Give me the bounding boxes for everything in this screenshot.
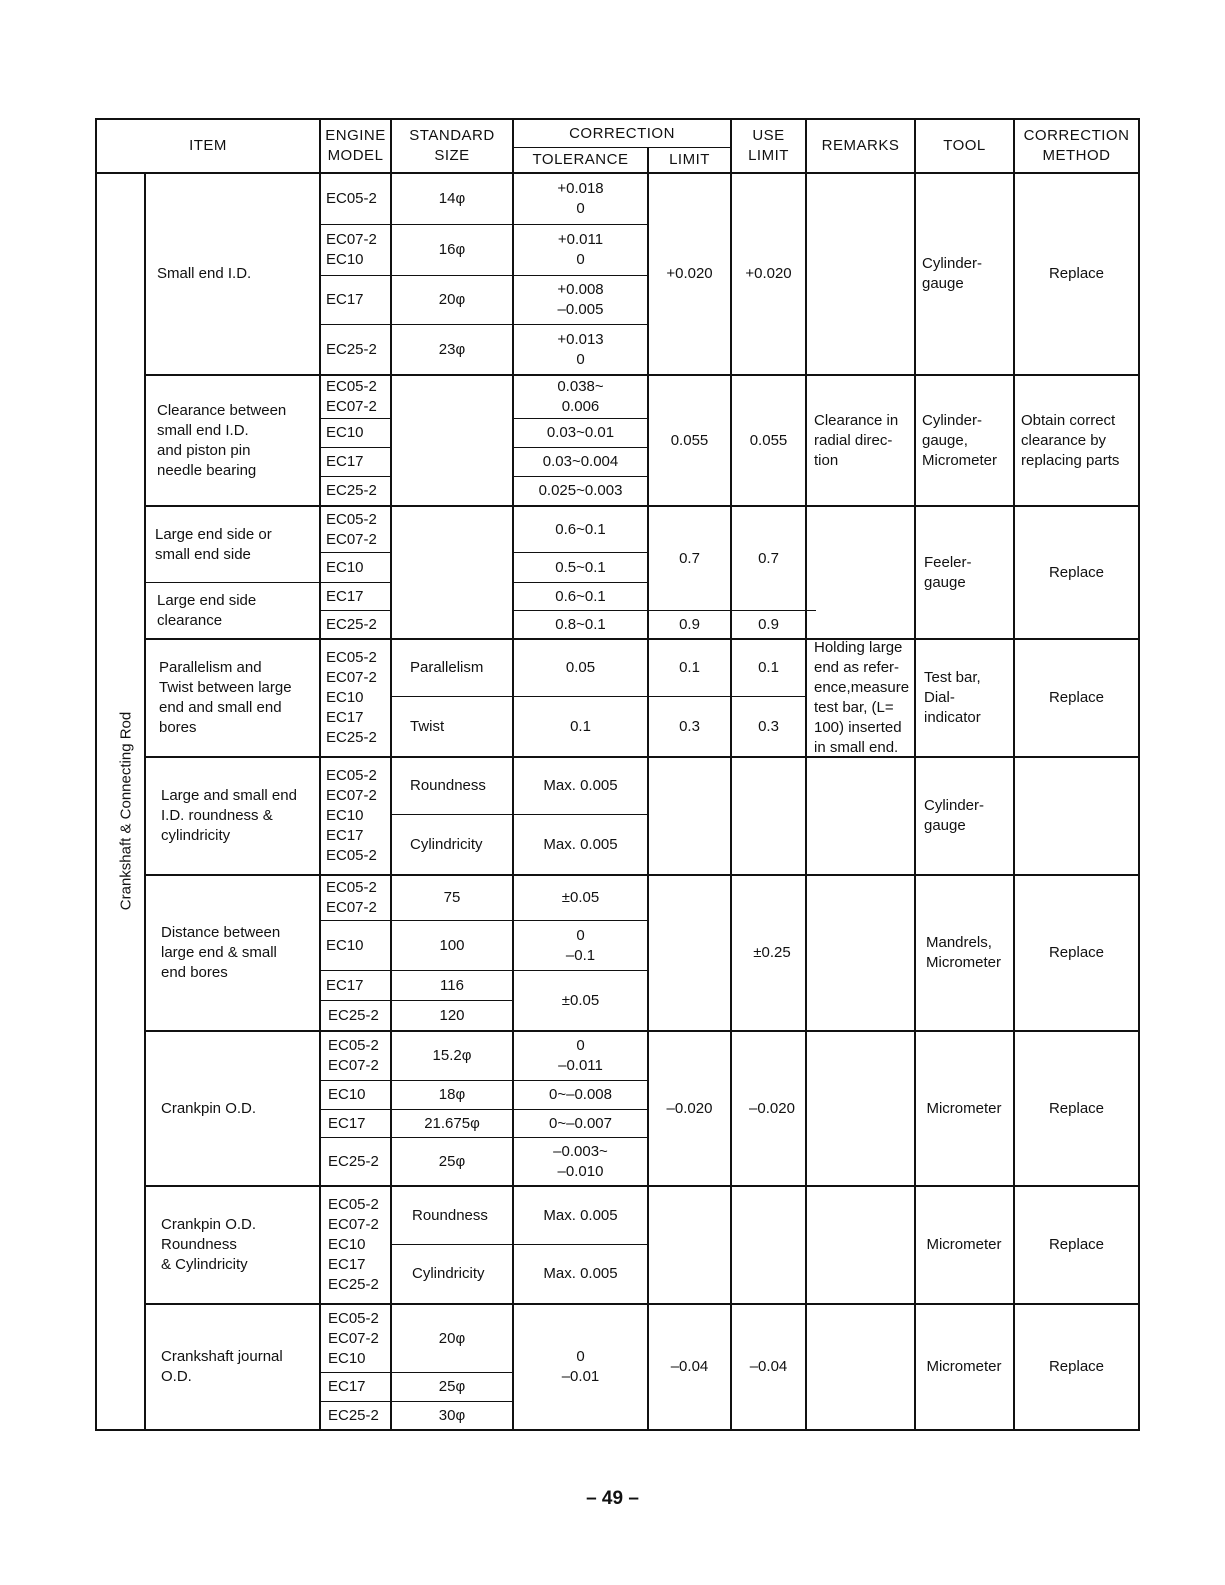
model-cell: EC10 bbox=[326, 936, 364, 954]
table-border bbox=[1138, 118, 1140, 1431]
header-engine-model: ENGINE MODEL bbox=[325, 127, 386, 164]
size-cell: Roundness bbox=[412, 1206, 488, 1224]
header-correction: CORRECTION bbox=[569, 124, 675, 142]
limit-cell: –0.020 bbox=[666, 1099, 713, 1117]
model-cell: EC17 bbox=[326, 291, 364, 308]
tool-cell: Micrometer bbox=[926, 1099, 1002, 1117]
size-cell: 100 bbox=[439, 936, 465, 954]
size-cell: 14φ bbox=[438, 190, 466, 207]
model-cell: EC17 bbox=[328, 1114, 366, 1132]
item-journal: Crankshaft journal O.D. bbox=[161, 1348, 283, 1385]
size-cell: Roundness bbox=[410, 777, 486, 794]
method-cell: Replace bbox=[1048, 563, 1105, 581]
tolerance-cell: +0.011 0 bbox=[557, 231, 604, 268]
item-distance: Distance between large end & small end bores bbox=[161, 924, 281, 981]
header-use-limit: USE LIMIT bbox=[748, 127, 789, 164]
size-cell: Parallelism bbox=[410, 659, 484, 676]
size-cell: 116 bbox=[440, 976, 464, 994]
use-limit-cell: +0.020 bbox=[745, 265, 792, 282]
page-number: – 49 – bbox=[586, 1488, 639, 1509]
model-cell: EC25-2 bbox=[328, 1406, 379, 1424]
limit-cell: 0.9 bbox=[679, 615, 700, 633]
limit-cell: 0.7 bbox=[679, 549, 700, 567]
tool-cell: Mandrels, Micrometer bbox=[926, 934, 1002, 971]
header-remarks: REMARKS bbox=[821, 137, 900, 154]
column-rule bbox=[805, 118, 807, 1431]
tool-cell: Cylinder- gauge, Micrometer bbox=[922, 411, 998, 469]
tolerance-cell: +0.018 0 bbox=[557, 180, 604, 217]
spec-table bbox=[95, 118, 1140, 1431]
item-parallelism: Parallelism and Twist between large end and small end bores bbox=[159, 659, 292, 736]
model-cell: EC05-2 EC07-2 EC10 bbox=[328, 1309, 379, 1367]
use-limit-cell: ±0.25 bbox=[753, 944, 791, 961]
item-side-clearance: Large end side or small end side bbox=[155, 525, 272, 563]
size-cell: 18φ bbox=[438, 1086, 466, 1103]
method-cell: Replace bbox=[1048, 1099, 1105, 1117]
use-limit-cell: 0.3 bbox=[758, 717, 779, 735]
table-border bbox=[95, 1429, 1140, 1431]
tolerance-cell: 0.8~0.1 bbox=[555, 615, 606, 633]
column-rule bbox=[319, 118, 321, 1431]
header-tolerance: TOLERANCE bbox=[532, 151, 629, 168]
model-cell: EC05-2 EC07-2 EC10 EC17 EC05-2 bbox=[326, 767, 377, 864]
tolerance-cell: 0.1 bbox=[570, 717, 591, 735]
remarks-cell: Holding large end as refer- ence,measure test bar, (L= 100) inserted in small end. bbox=[814, 639, 910, 756]
model-cell: EC05-2 EC07-2 bbox=[326, 510, 377, 548]
size-cell: 21.675φ bbox=[424, 1114, 480, 1132]
model-cell: EC05-2 EC07-2 bbox=[328, 1037, 379, 1074]
model-cell: EC25-2 bbox=[328, 1006, 379, 1024]
model-cell: EC05-2 EC07-2 EC10 EC17 EC25-2 bbox=[328, 1196, 379, 1293]
item-crankpin: Crankpin O.D. bbox=[161, 1099, 257, 1117]
table-border bbox=[95, 118, 97, 1431]
size-cell: Twist bbox=[410, 717, 445, 735]
tolerance-cell: 0.5~0.1 bbox=[555, 558, 606, 576]
size-cell: 120 bbox=[439, 1006, 465, 1024]
tool-cell: Cylinder- gauge bbox=[922, 255, 983, 292]
tool-cell: Micrometer bbox=[926, 1358, 1002, 1375]
header-standard-size: STANDARD SIZE bbox=[409, 127, 495, 164]
tolerance-cell: +0.008 –0.005 bbox=[557, 281, 604, 318]
limit-cell: 0.3 bbox=[679, 717, 700, 735]
size-cell: 15.2φ bbox=[432, 1047, 472, 1064]
model-cell: EC05-2 EC07-2 bbox=[326, 879, 377, 916]
item-large-end-side: Large end side clearance bbox=[157, 591, 257, 629]
method-cell: Replace bbox=[1048, 689, 1105, 706]
method-cell: Replace bbox=[1048, 265, 1105, 282]
header-limit: LIMIT bbox=[669, 151, 710, 168]
tolerance-cell: –0.003~ –0.010 bbox=[553, 1142, 608, 1180]
tolerance-cell: Max. 0.005 bbox=[543, 777, 618, 794]
tolerance-cell: 0~–0.008 bbox=[549, 1086, 612, 1103]
size-cell: Cylindricity bbox=[410, 835, 483, 853]
item-crankpin-roundness: Crankpin O.D. Roundness & Cylindricity bbox=[161, 1216, 257, 1273]
tolerance-cell: 0.025~0.003 bbox=[538, 482, 623, 499]
size-cell: 20φ bbox=[438, 291, 466, 308]
tolerance-cell: +0.013 0 bbox=[557, 330, 604, 368]
model-cell: EC17 bbox=[328, 1378, 366, 1395]
limit-cell: +0.020 bbox=[666, 265, 713, 282]
tool-cell: Micrometer bbox=[926, 1236, 1002, 1253]
size-cell: 30φ bbox=[438, 1406, 466, 1424]
header-correction-method: CORRECTION METHOD bbox=[1023, 127, 1130, 164]
tolerance-cell: 0.038~ 0.006 bbox=[557, 378, 604, 415]
tolerance-cell: 0 –0.1 bbox=[565, 926, 596, 964]
model-cell: EC05-2 EC07-2 EC10 EC17 EC25-2 bbox=[326, 649, 377, 746]
size-cell: Cylindricity bbox=[412, 1265, 485, 1282]
use-limit-cell: 0.7 bbox=[758, 549, 779, 567]
tolerance-cell: 0.05 bbox=[565, 659, 596, 676]
tolerance-cell: Max. 0.005 bbox=[543, 835, 618, 853]
tolerance-cell: 0 –0.01 bbox=[561, 1348, 600, 1385]
model-cell: EC05-2 bbox=[326, 190, 377, 207]
size-cell: 20φ bbox=[438, 1329, 466, 1347]
model-cell: EC25-2 bbox=[326, 340, 377, 358]
item-clearance: Clearance between small end I.D. and piston pin needle bearing bbox=[157, 401, 287, 479]
tolerance-cell: 0.6~0.1 bbox=[555, 520, 606, 538]
use-limit-cell: 0.055 bbox=[749, 431, 788, 449]
method-cell: Replace bbox=[1048, 1236, 1105, 1253]
tolerance-cell: 0.03~0.01 bbox=[546, 424, 615, 441]
model-cell: EC25-2 bbox=[326, 482, 377, 499]
size-cell: 23φ bbox=[438, 340, 466, 358]
method-cell: Replace bbox=[1048, 1358, 1105, 1375]
use-limit-cell: 0.9 bbox=[758, 615, 779, 633]
tolerance-cell: 0.6~0.1 bbox=[555, 587, 606, 605]
header-item: ITEM bbox=[189, 137, 227, 154]
model-cell: EC17 bbox=[326, 976, 364, 994]
use-limit-cell: –0.020 bbox=[749, 1099, 795, 1117]
section-label: Crankshaft & Connecting Rod bbox=[117, 711, 135, 911]
tool-cell: Test bar, Dial- indicator bbox=[924, 669, 981, 726]
tolerance-cell: 0~–0.007 bbox=[549, 1114, 612, 1132]
model-cell: EC05-2 EC07-2 bbox=[326, 378, 377, 415]
item-small-end: Small end I.D. bbox=[157, 265, 252, 282]
size-cell: 25φ bbox=[438, 1378, 466, 1395]
remarks-cell: Clearance in radial direc- tion bbox=[814, 411, 899, 469]
header-tool: TOOL bbox=[943, 137, 986, 154]
model-cell: EC17 bbox=[326, 453, 364, 470]
model-cell: EC07-2 EC10 bbox=[326, 231, 377, 268]
model-cell: EC25-2 bbox=[328, 1152, 379, 1170]
tolerance-cell: 0.03~0.004 bbox=[542, 453, 619, 470]
size-cell: 16φ bbox=[438, 241, 466, 258]
tool-cell: Cylinder- gauge bbox=[924, 797, 985, 834]
limit-cell: –0.04 bbox=[670, 1358, 709, 1375]
method-cell: Obtain correct clearance by replacing parts bbox=[1021, 411, 1120, 469]
use-limit-cell: 0.1 bbox=[758, 659, 779, 676]
tolerance-cell: ±0.05 bbox=[561, 991, 600, 1009]
model-cell: EC10 bbox=[326, 558, 364, 576]
limit-cell: 0.055 bbox=[670, 431, 709, 449]
use-limit-cell: –0.04 bbox=[749, 1358, 788, 1375]
size-cell: 25φ bbox=[438, 1152, 466, 1170]
column-rule bbox=[144, 172, 146, 1431]
model-cell: EC10 bbox=[328, 1086, 366, 1103]
tolerance-cell: ±0.05 bbox=[561, 889, 600, 906]
size-cell: 75 bbox=[443, 889, 461, 906]
limit-cell: 0.1 bbox=[679, 659, 700, 676]
method-cell: Replace bbox=[1048, 944, 1105, 961]
tolerance-cell: 0 –0.011 bbox=[558, 1037, 603, 1074]
tolerance-cell: Max. 0.005 bbox=[543, 1265, 618, 1282]
model-cell: EC17 bbox=[326, 587, 364, 605]
tolerance-cell: Max. 0.005 bbox=[543, 1206, 618, 1224]
model-cell: EC25-2 bbox=[326, 615, 377, 633]
tool-cell: Feeler- gauge bbox=[924, 553, 972, 591]
item-roundness-ends: Large and small end I.D. roundness & cylindricity bbox=[161, 787, 297, 844]
model-cell: EC10 bbox=[326, 424, 364, 441]
